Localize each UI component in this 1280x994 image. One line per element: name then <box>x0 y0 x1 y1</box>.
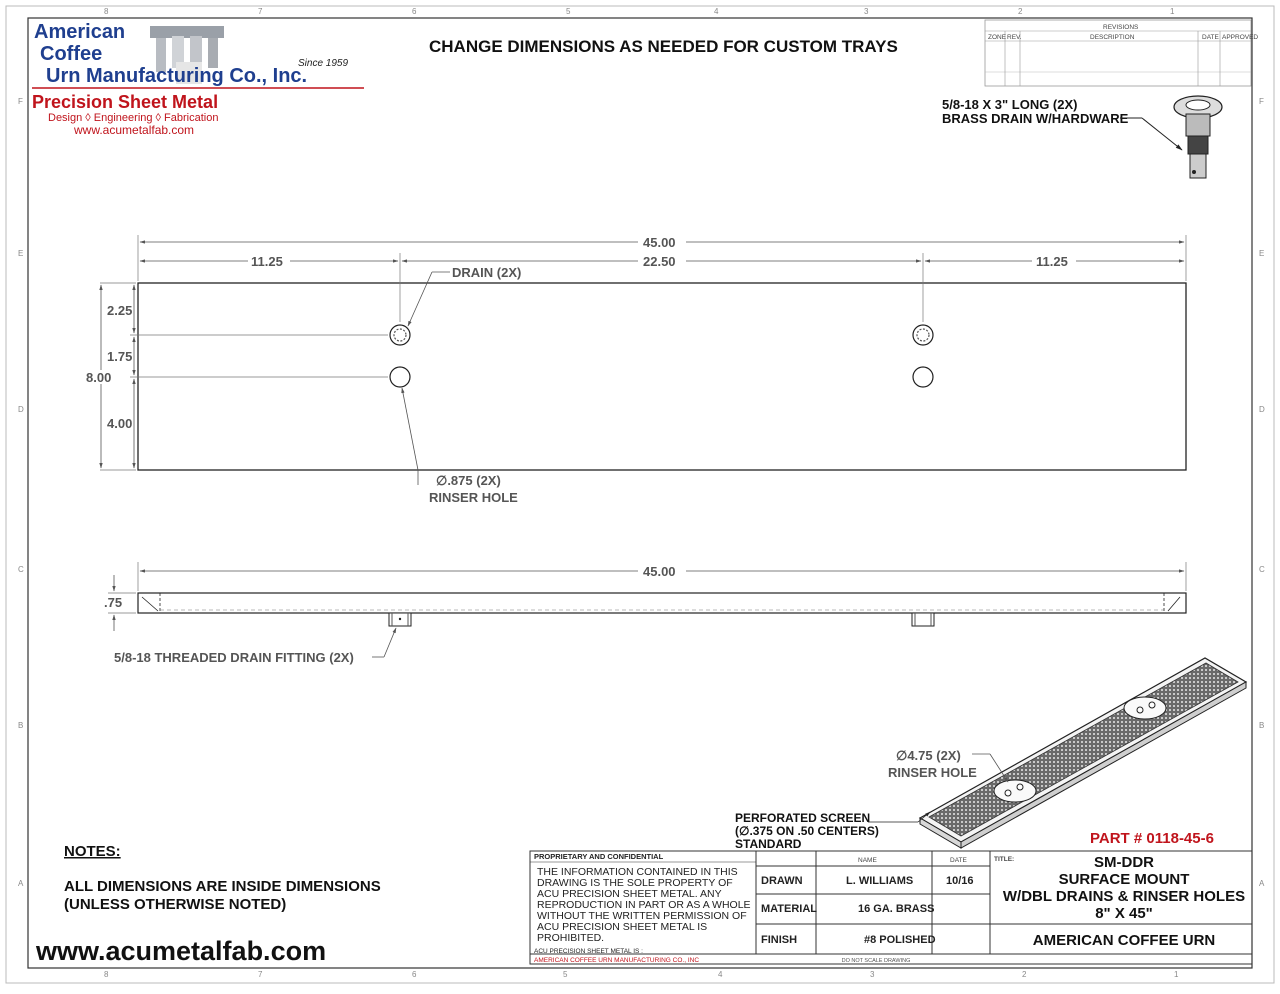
title-label: TITLE: <box>994 856 1015 863</box>
title-block <box>530 851 1252 964</box>
revisions-title: REVISIONS <box>1103 24 1139 31</box>
rinser-hole-right <box>913 367 933 387</box>
iso-rinser-hole-left <box>994 780 1036 802</box>
rev-col-approved: APPROVED <box>1222 34 1259 41</box>
zone-row-e-left: E <box>18 249 24 258</box>
notes-line2: (UNLESS OTHERWISE NOTED) <box>64 896 287 913</box>
date-header: DATE <box>950 857 967 864</box>
zone-labels-top <box>104 7 1175 16</box>
proprietary-line-7: PROHIBITED. <box>537 932 605 944</box>
zone-top-4: 4 <box>714 7 719 16</box>
logo-services: Design ◊ Engineering ◊ Fabrication <box>48 112 219 124</box>
notes-line1: ALL DIMENSIONS ARE INSIDE DIMENSIONS <box>64 878 381 895</box>
zone-top-3: 3 <box>864 7 869 16</box>
dim-1-75: 1.75 <box>107 349 133 364</box>
drawn-name: L. WILLIAMS <box>846 875 914 887</box>
zone-top-5: 5 <box>566 7 571 16</box>
isometric-view <box>735 658 1246 851</box>
proprietary-line-4: REPRODUCTION IN PART OR AS A WHOLE <box>537 899 751 911</box>
acu-line: ACU PRECISION SHEET METAL IS : <box>534 948 643 955</box>
zone-row-c-right: C <box>1259 565 1265 574</box>
zone-row-d-left: D <box>18 405 24 414</box>
zone-row-b-left: B <box>18 721 24 730</box>
side-view <box>104 562 1186 665</box>
name-header: NAME <box>858 857 877 864</box>
zone-row-f-left: F <box>18 97 23 106</box>
zone-bottom-4: 4 <box>718 970 723 979</box>
part-number: PART # 0118-45-6 <box>1090 830 1214 847</box>
rinser-hole-left <box>390 367 410 387</box>
material-label: MATERIAL <box>761 903 818 915</box>
finish-label: FINISH <box>761 934 798 946</box>
logo-line1: American <box>34 21 126 43</box>
brass-drain-graphic <box>1174 96 1222 178</box>
zone-top-2: 2 <box>1018 7 1023 16</box>
finish-value: #8 POLISHED <box>864 934 936 946</box>
dim-center-spacing: 22.50 <box>643 254 676 269</box>
dim-left-offset: 11.25 <box>251 254 283 269</box>
title-line4: 8" X 45" <box>1095 905 1153 922</box>
hardware-line1: 5/8-18 X 3" LONG (2X) <box>942 97 1078 112</box>
zone-bottom-2: 2 <box>1022 970 1027 979</box>
zone-bottom-6: 6 <box>412 970 417 979</box>
rev-col-zone: ZONE <box>988 34 1007 41</box>
zone-row-c-left: C <box>18 565 24 574</box>
acu-company: AMERICAN COFFEE URN MANUFACTURING CO., INC <box>534 957 700 964</box>
notes-heading: NOTES: <box>64 843 121 860</box>
footer-website: www.acumetalfab.com <box>36 936 327 966</box>
drain-label: DRAIN (2X) <box>452 265 522 280</box>
logo-url: www.acumetalfab.com <box>74 123 195 137</box>
hardware-callout <box>942 96 1222 178</box>
title-line1: SM-DDR <box>1094 854 1154 871</box>
zone-bottom-8: 8 <box>104 970 109 979</box>
proprietary-heading: PROPRIETARY AND CONFIDENTIAL <box>534 852 664 861</box>
zone-bottom-1: 1 <box>1174 970 1179 979</box>
dim-4-00: 4.00 <box>107 416 133 431</box>
zone-top-7: 7 <box>258 7 263 16</box>
iso-rinser-label: RINSER HOLE <box>888 765 977 780</box>
dim-overall-width: 8.00 <box>86 370 112 385</box>
dim-overall-length: 45.00 <box>643 235 676 250</box>
customer-name: AMERICAN COFFEE URN <box>1032 932 1216 949</box>
rev-col-date: DATE <box>1202 34 1219 41</box>
company-logo <box>32 21 364 137</box>
title-line3: W/DBL DRAINS & RINSER HOLES <box>1002 888 1246 905</box>
zone-top-6: 6 <box>412 7 417 16</box>
zone-top-8: 8 <box>104 7 109 16</box>
drawn-label: DRAWN <box>761 875 803 887</box>
outer-border <box>6 6 1274 983</box>
zone-labels-bottom <box>104 970 1179 979</box>
zone-row-e-right: E <box>1259 249 1265 258</box>
zone-top-1: 1 <box>1170 7 1175 16</box>
revisions-table <box>985 20 1258 86</box>
zone-bottom-7: 7 <box>258 970 263 979</box>
proprietary-line-5: WITHOUT THE WRITTEN PERMISSION OF <box>537 910 747 922</box>
rev-col-rev: REV. <box>1007 34 1022 41</box>
zone-row-f-right: F <box>1259 97 1264 106</box>
dim-right-offset: 11.25 <box>1036 254 1068 269</box>
hardware-line2: BRASS DRAIN W/HARDWARE <box>942 111 1129 126</box>
iso-rinser-dia: ∅4.75 (2X) <box>896 748 961 763</box>
do-not-scale: DO NOT SCALE DRAWING <box>841 958 911 964</box>
notes <box>64 843 381 913</box>
proprietary-line-3: ACU PRECISION SHEET METAL. ANY <box>537 888 722 900</box>
screen-line2: (∅.375 ON .50 CENTERS) <box>735 824 879 838</box>
inner-border <box>28 18 1252 968</box>
dim-2-25: 2.25 <box>107 303 133 318</box>
material-value: 16 GA. BRASS <box>858 903 935 915</box>
proprietary-line-2: DRAWING IS THE SOLE PROPERTY OF <box>537 877 733 889</box>
zone-bottom-5: 5 <box>563 970 568 979</box>
drain-hole-left <box>390 325 410 345</box>
tray-outline-top <box>138 283 1186 470</box>
fitting-label: 5/8-18 THREADED DRAIN FITTING (2X) <box>114 650 354 665</box>
logo-line2: Coffee <box>40 43 103 65</box>
logo-since: Since 1959 <box>298 58 349 69</box>
side-overall-length: 45.00 <box>643 564 676 579</box>
zone-row-a-right: A <box>1259 879 1265 888</box>
zone-row-d-right: D <box>1259 405 1265 414</box>
perforated-screen <box>929 663 1238 836</box>
screen-line3: STANDARD <box>735 837 802 851</box>
title-line2: SURFACE MOUNT <box>1058 871 1190 888</box>
drawn-date: 10/16 <box>946 875 974 887</box>
top-view <box>86 235 1186 505</box>
zone-bottom-3: 3 <box>870 970 875 979</box>
iso-rinser-hole-right <box>1124 697 1166 719</box>
drain-hole-right <box>913 325 933 345</box>
screen-line1: PERFORATED SCREEN <box>735 811 871 825</box>
header-banner: CHANGE DIMENSIONS AS NEEDED FOR CUSTOM TRAYS <box>429 37 898 56</box>
rev-col-description: DESCRIPTION <box>1090 34 1135 41</box>
zone-row-b-right: B <box>1259 721 1265 730</box>
proprietary-line-6: ACU PRECISION SHEET METAL IS <box>537 921 708 933</box>
zone-row-a-left: A <box>18 879 24 888</box>
proprietary-line-1: THE INFORMATION CONTAINED IN THIS <box>537 866 738 878</box>
side-height: .75 <box>104 595 123 610</box>
logo-line3: Urn Manufacturing Co., Inc. <box>46 65 308 87</box>
rinser-hole-label: RINSER HOLE <box>429 490 518 505</box>
logo-tagline: Precision Sheet Metal <box>32 92 219 112</box>
rinser-dia-label: ∅.875 (2X) <box>436 473 501 488</box>
